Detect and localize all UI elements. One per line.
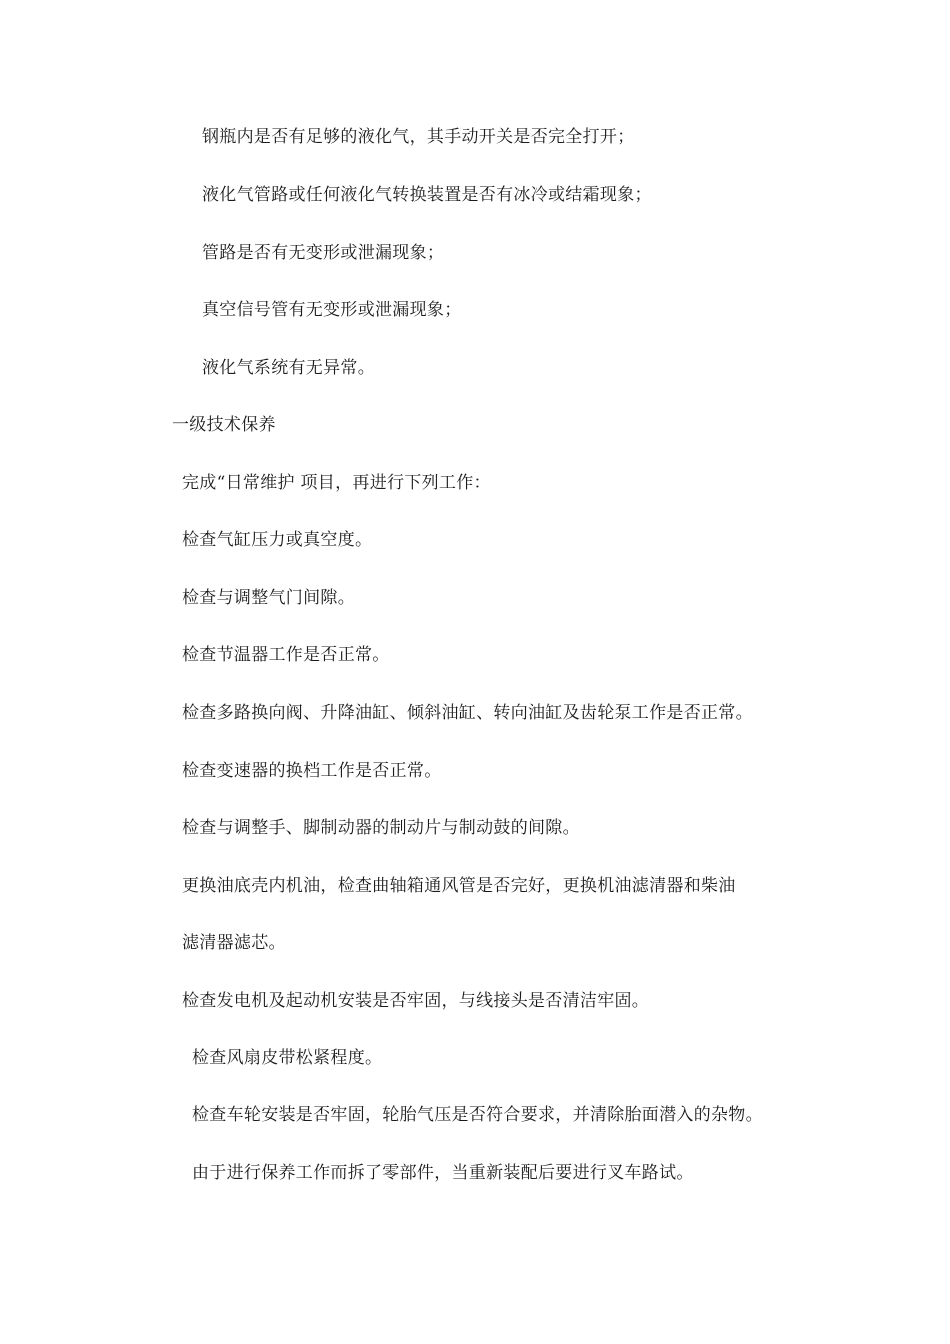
section-intro: 完成“日常维护 项目，再进行下列工作： [182,473,491,493]
task-item-generator-starter: 检查发电机及起动机安装是否牢固，与线接头是否清洁牢固。 [182,991,650,1011]
task-item-wheels-tires: 检查车轮安装是否牢固，轮胎气压是否符合要求，并清除胎面潜入的杂物。 [192,1105,763,1125]
check-item-vacuum-tube: 真空信号管有无变形或泄漏现象； [202,300,462,320]
task-item-road-test: 由于进行保养工作而拆了零部件，当重新装配后要进行叉车路试。 [192,1163,694,1183]
check-item-cylinder-gas: 钢瓶内是否有足够的液化气，其手动开关是否完全打开； [202,127,635,147]
task-item-transmission: 检查变速器的换档工作是否正常。 [182,761,442,781]
task-item-fan-belt: 检查风扇皮带松紧程度。 [192,1048,383,1068]
task-item-oil-change-cont: 滤清器滤芯。 [182,933,286,953]
task-item-cylinder-pressure: 检查气缸压力或真空度。 [182,530,373,550]
task-item-hydraulics: 检查多路换向阀、升降油缸、倾斜油缸、转向油缸及齿轮泵工作是否正常。 [182,703,753,723]
task-item-valve-clearance: 检查与调整气门间隙。 [182,588,355,608]
task-item-oil-change: 更换油底壳内机油，检查曲轴箱通风管是否完好，更换机油滤清器和柴油 [182,876,736,896]
check-item-pipeline-leak: 管路是否有无变形或泄漏现象； [202,243,445,263]
check-item-pipeline-frost: 液化气管路或任何液化气转换装置是否有冰冷或结霜现象； [202,185,652,205]
check-item-lpg-system: 液化气系统有无异常。 [202,358,375,378]
task-item-brakes: 检查与调整手、脚制动器的制动片与制动鼓的间隙。 [182,818,580,838]
section-heading: 一级技术保养 [172,415,276,435]
task-item-thermostat: 检查节温器工作是否正常。 [182,645,390,665]
